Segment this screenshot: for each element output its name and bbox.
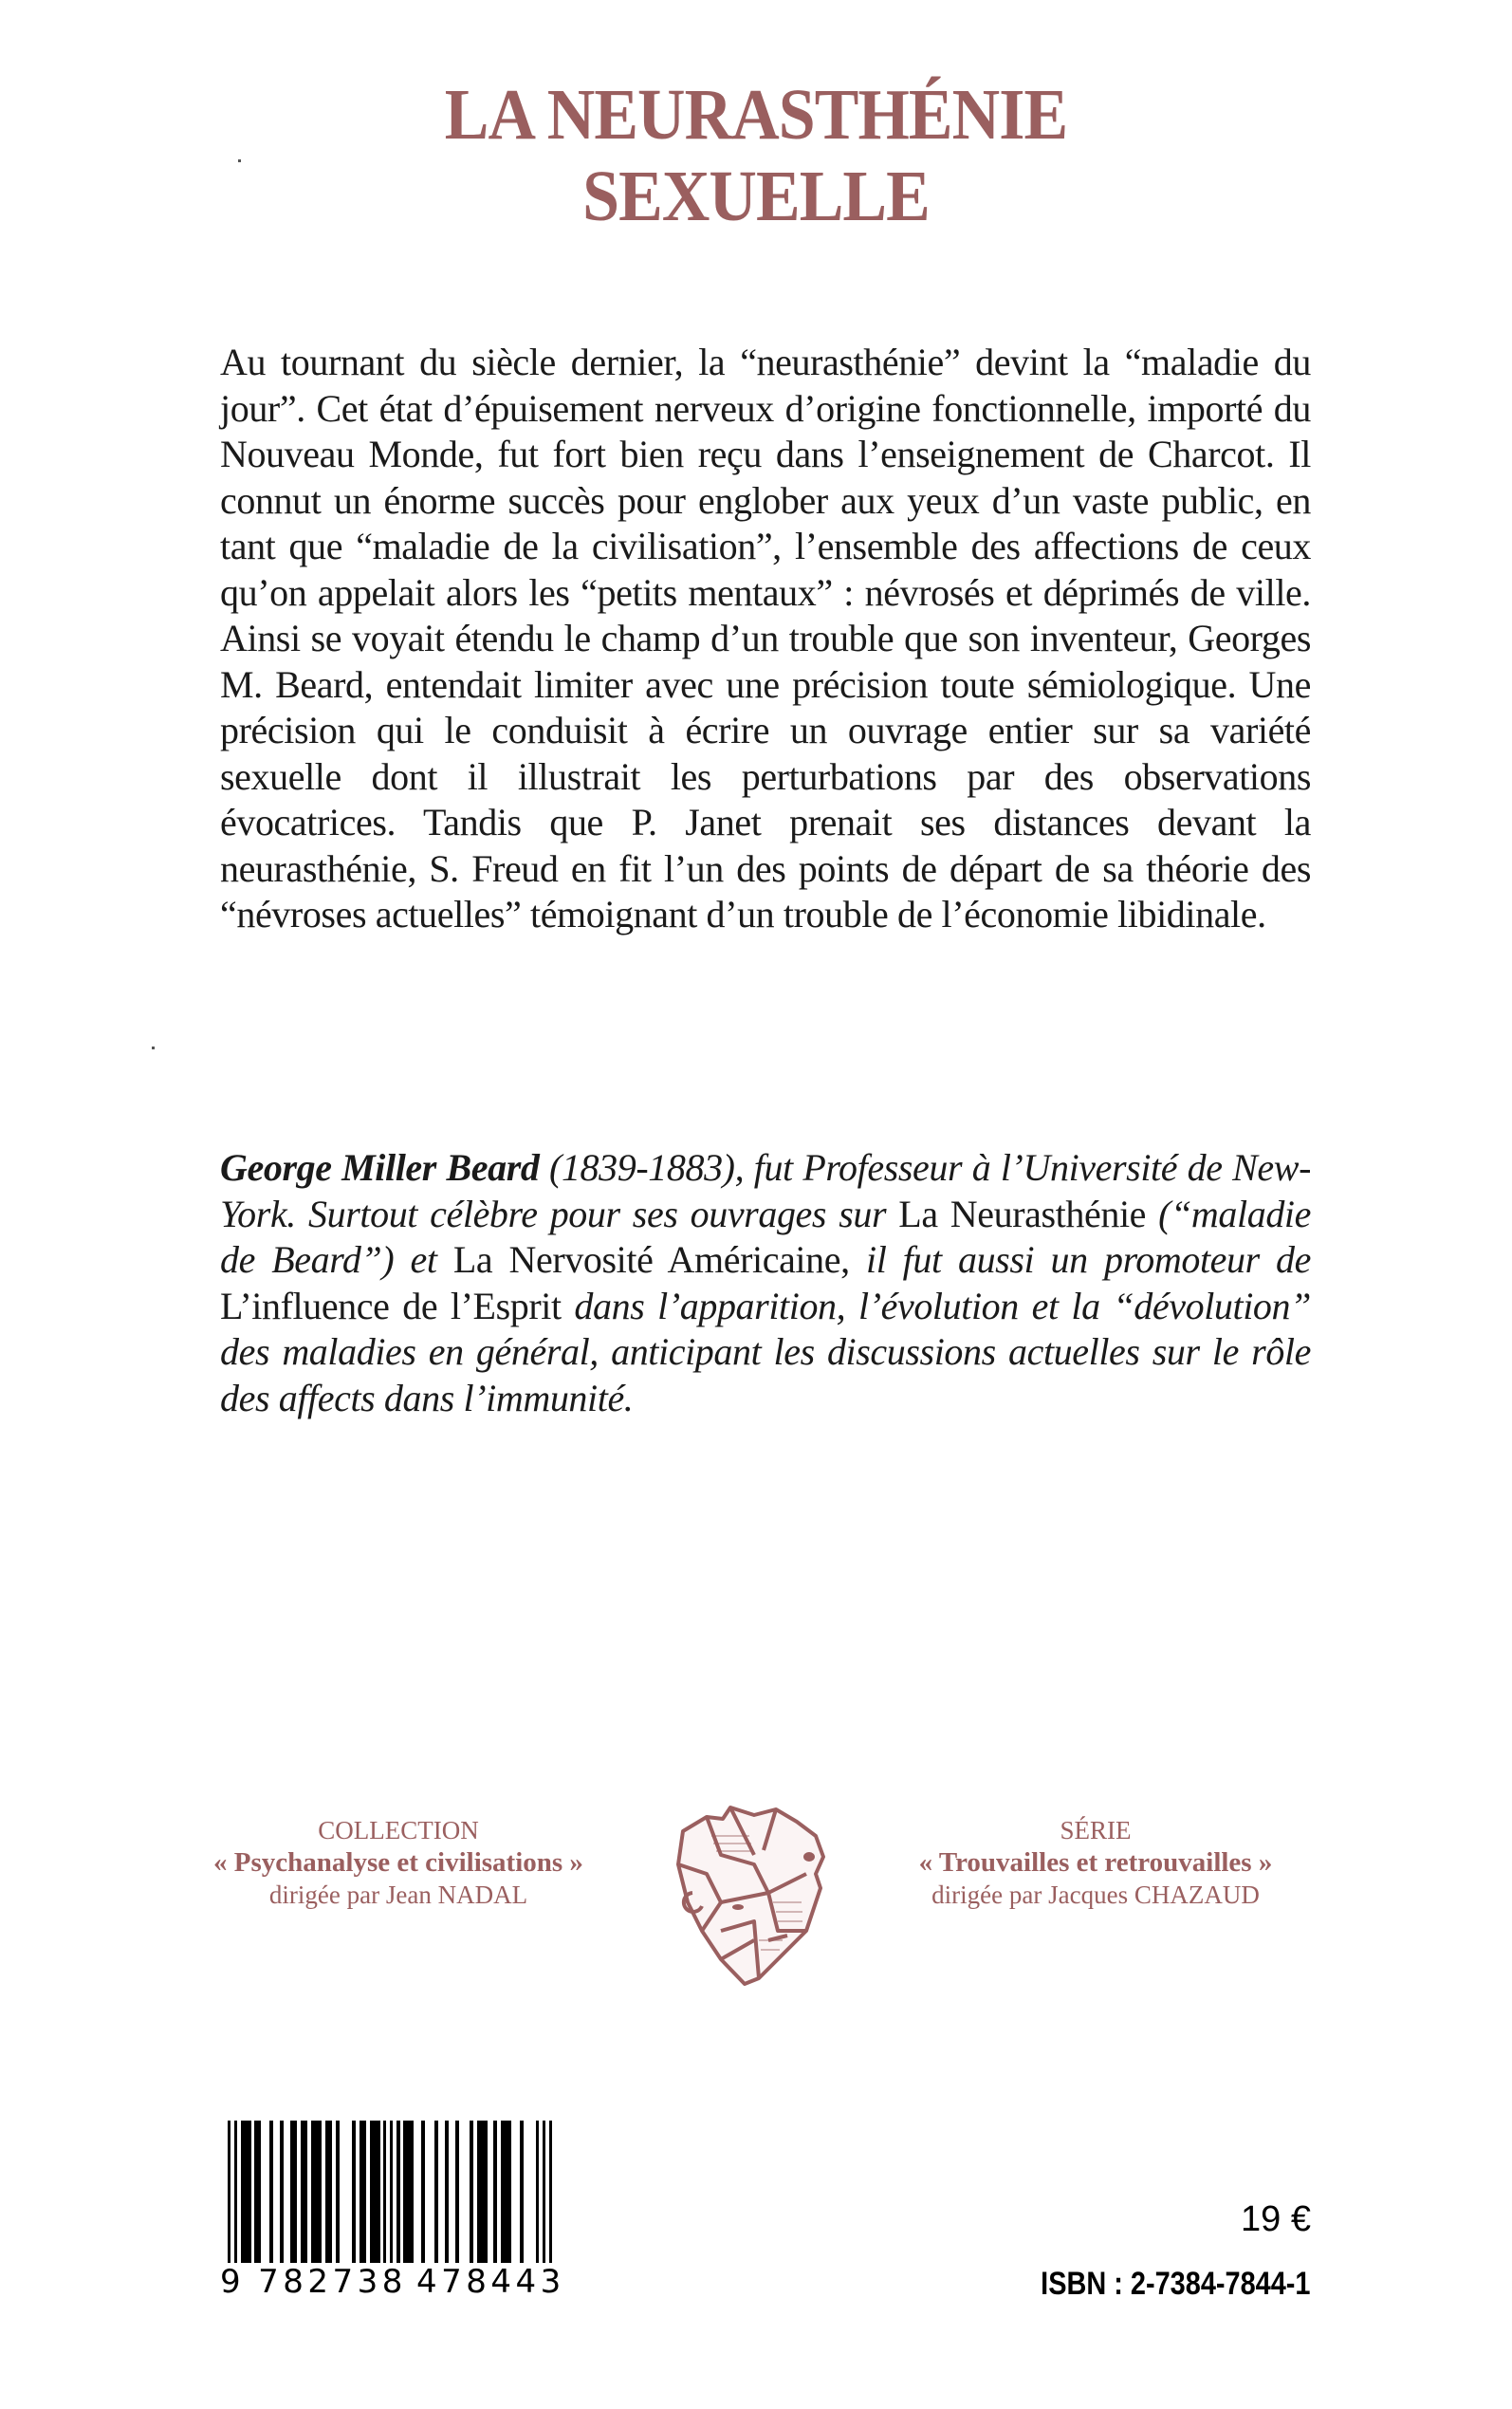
scan-speck [152,1047,155,1049]
collection-name: « Psychanalyse et civilisations » [213,1847,583,1878]
price: 19 € [1241,2199,1311,2239]
series-label: SÉRIE [1060,1816,1132,1844]
barcode-digits [220,2263,571,2301]
bio-text: dans l’apparition, l’évolution et la “dévolution” des maladies en général, anticipant les discussions actuelles sur le rôle des affects dans l’immunité. [220,1284,1311,1419]
work-title: La Neurasthénie [898,1192,1147,1235]
author-bio-paragraph [220,1145,1311,1421]
book-title-line-2: SEXUELLE [582,157,930,236]
bio-text: (“maladie de Beard”) et [220,1192,1311,1281]
barcode-group-1: 782738 [258,2263,407,2301]
bio-text: il fut aussi un promoteur de [849,1238,1312,1281]
barcode-group-2: 478443 [415,2263,565,2301]
publisher-mask-logo-icon [664,1798,825,1988]
scan-speck [238,159,241,162]
collection-label: COLLECTION [318,1816,479,1844]
summary-paragraph: Au tournant du siècle dernier, la “neurasthénie” devint la “maladie du jour”. Cet état d’épuisement nerveux d’origine fonctionnelle, importé du Nouveau Monde, fut fort bien reçu dans l’enseignement de Charcot. Il connut un énorme succès pour englober aux yeux d’un vaste public, en tant que “maladie de la civilisation”, l’ensemble des affections de ceux qu’on appelait alors les “petits mentaux” : névrosés et déprimés de ville. Ainsi se voyait étendu le champ d’un trouble que son inventeur, Georges M. Beard, entendait limiter avec une précision toute sémiologique. Une précision qui le conduisit à écrire un ouvrage entier sur sa variété sexuelle dont il illustrait les perturbations par des observations évocatrices. Tandis que P. Janet prenait ses distances devant la neurasthénie, S. Freud en fit l’un des points de départ de sa théorie des “névroses actuelles” témoignant d’un trouble de l’économie libidinale. [220,341,1311,936]
bio-text: (1839-1883), fut Professeur à l’Université de New-York. Surtout célèbre pour ses ouvrages sur [220,1146,1311,1235]
work-title: L’influence de l’Esprit [220,1284,562,1327]
isbn: ISBN : 2-7384-7844-1 [1041,2266,1311,2302]
author-name: George Miller Beard [220,1146,540,1189]
book-title-line-1: LA NEURASTHÉNIE [444,75,1068,155]
work-title: La Nervosité Américaine, [452,1238,850,1281]
collection-director: dirigée par Jean NADAL [268,1881,528,1909]
series-director: dirigée par Jacques CHAZAUD [931,1881,1260,1909]
barcode-first-digit: 9 [220,2263,246,2301]
collection-credit [180,1814,617,1911]
series-credit [873,1814,1318,1911]
book-title [61,74,1451,237]
series-name: « Trouvailles et retrouvailles » [918,1847,1273,1878]
